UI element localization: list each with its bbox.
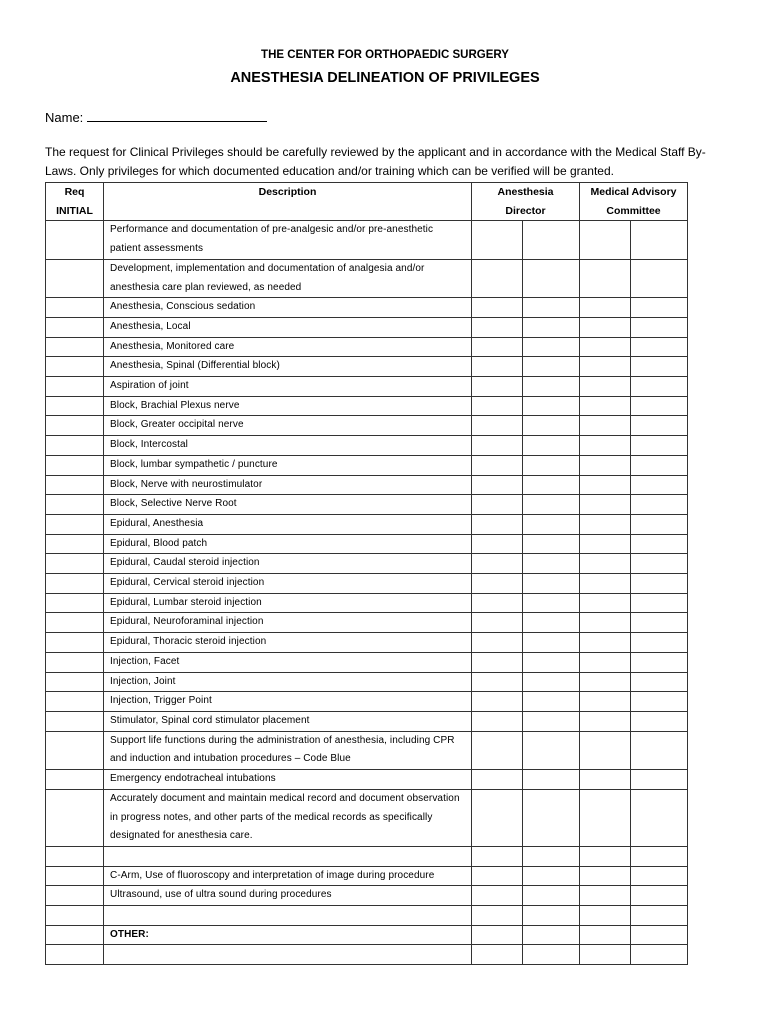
committee-deny-cell[interactable] — [631, 652, 688, 672]
description-cell: Epidural, Cervical steroid injection — [104, 574, 472, 594]
table-row — [46, 357, 688, 377]
committee-approve-cell[interactable] — [580, 221, 631, 259]
req-initial-cell[interactable] — [46, 574, 104, 594]
req-initial-cell[interactable] — [46, 475, 104, 495]
anesthesia-approve-cell[interactable] — [472, 357, 523, 377]
table-row — [46, 436, 688, 456]
req-initial-cell[interactable] — [46, 495, 104, 515]
anesthesia-deny-cell[interactable] — [523, 221, 580, 259]
description-cell — [104, 945, 472, 965]
anesthesia-approve-cell[interactable] — [472, 906, 523, 926]
table-row — [46, 259, 688, 297]
anesthesia-deny-cell[interactable] — [523, 259, 580, 297]
req-initial-cell[interactable] — [46, 593, 104, 613]
committee-deny-cell[interactable] — [631, 534, 688, 554]
req-initial-cell[interactable] — [46, 770, 104, 790]
req-initial-cell[interactable] — [46, 866, 104, 886]
anesthesia-deny-cell[interactable] — [523, 886, 580, 906]
committee-deny-cell[interactable] — [631, 906, 688, 926]
mac-header-line2: Committee — [606, 204, 661, 217]
description-cell: Injection, Facet — [104, 652, 472, 672]
anesthesia-deny-cell[interactable] — [523, 534, 580, 554]
committee-approve-cell[interactable] — [580, 925, 631, 945]
anesthesia-deny-cell[interactable] — [523, 925, 580, 945]
anesthesia-approve-cell[interactable] — [472, 593, 523, 613]
committee-deny-cell[interactable] — [631, 886, 688, 906]
committee-deny-cell[interactable] — [631, 495, 688, 515]
anesthesia-deny-cell[interactable] — [523, 554, 580, 574]
req-initial-cell[interactable] — [46, 945, 104, 965]
req-initial-cell[interactable] — [46, 337, 104, 357]
description-cell: Accurately document and maintain medical record and document observation in progress notes, and other parts of the medical records as specifically designated for anesthesia care. — [104, 789, 472, 846]
req-initial-cell[interactable] — [46, 514, 104, 534]
anesthesia-approve-cell[interactable] — [472, 221, 523, 259]
table-row — [46, 925, 688, 945]
committee-approve-cell[interactable] — [580, 495, 631, 515]
req-initial-cell[interactable] — [46, 613, 104, 633]
committee-approve-cell[interactable] — [580, 846, 631, 866]
table-row — [46, 633, 688, 653]
committee-approve-cell[interactable] — [580, 416, 631, 436]
anesthesia-deny-cell[interactable] — [523, 574, 580, 594]
description-cell: Epidural, Thoracic steroid injection — [104, 633, 472, 653]
anesthesia-approve-cell[interactable] — [472, 770, 523, 790]
mac-header-line1: Medical Advisory — [590, 186, 677, 198]
table-row — [46, 298, 688, 318]
description-cell: Injection, Joint — [104, 672, 472, 692]
description-cell: Emergency endotracheal intubations — [104, 770, 472, 790]
committee-deny-cell[interactable] — [631, 731, 688, 769]
anesthesia-deny-cell[interactable] — [523, 514, 580, 534]
name-label: Name: — [45, 110, 84, 125]
anesthesia-approve-cell[interactable] — [472, 692, 523, 712]
anesthesia-approve-cell[interactable] — [472, 436, 523, 456]
table-row — [46, 846, 688, 866]
req-initial-cell[interactable] — [46, 906, 104, 926]
committee-approve-cell[interactable] — [580, 593, 631, 613]
committee-approve-cell[interactable] — [580, 436, 631, 456]
anesthesia-approve-cell[interactable] — [472, 886, 523, 906]
committee-deny-cell[interactable] — [631, 846, 688, 866]
committee-deny-cell[interactable] — [631, 593, 688, 613]
anesthesia-approve-cell[interactable] — [472, 534, 523, 554]
anesthesia-approve-cell[interactable] — [472, 711, 523, 731]
intro-paragraph: The request for Clinical Privileges should be carefully reviewed by the applicant and in accordance with the Medical Staff By-Laws. Only privileges for which documented education and/or training which can be verified will be granted. — [45, 145, 706, 178]
committee-deny-cell[interactable] — [631, 633, 688, 653]
description-cell: Aspiration of joint — [104, 377, 472, 397]
description-cell: Ultrasound, use of ultra sound during procedures — [104, 886, 472, 906]
req-initial-cell[interactable] — [46, 534, 104, 554]
anesthesia-deny-cell[interactable] — [523, 416, 580, 436]
anesthesia-deny-cell[interactable] — [523, 593, 580, 613]
req-initial-cell[interactable] — [46, 633, 104, 653]
table-row — [46, 711, 688, 731]
description-cell: Anesthesia, Monitored care — [104, 337, 472, 357]
committee-deny-cell[interactable] — [631, 436, 688, 456]
table-row — [46, 692, 688, 712]
committee-deny-cell[interactable] — [631, 613, 688, 633]
description-cell: Block, Greater occipital nerve — [104, 416, 472, 436]
description-cell: Performance and documentation of pre-analgesic and/or pre-anesthetic patient assessments — [104, 221, 472, 259]
anesthesia-deny-cell[interactable] — [523, 672, 580, 692]
committee-approve-cell[interactable] — [580, 613, 631, 633]
committee-deny-cell[interactable] — [631, 221, 688, 259]
anesthesia-approve-cell[interactable] — [472, 475, 523, 495]
anesthesia-approve-cell[interactable] — [472, 633, 523, 653]
anesthesia-approve-cell[interactable] — [472, 298, 523, 318]
committee-deny-cell[interactable] — [631, 672, 688, 692]
req-initial-cell[interactable] — [46, 377, 104, 397]
committee-deny-cell[interactable] — [631, 396, 688, 416]
req-initial-cell[interactable] — [46, 455, 104, 475]
req-initial-cell[interactable] — [46, 436, 104, 456]
req-initial-cell[interactable] — [46, 221, 104, 259]
committee-approve-cell[interactable] — [580, 886, 631, 906]
anesthesia-approve-cell[interactable] — [472, 846, 523, 866]
committee-approve-cell[interactable] — [580, 455, 631, 475]
committee-approve-cell[interactable] — [580, 317, 631, 337]
anesthesia-approve-cell[interactable] — [472, 925, 523, 945]
description-cell: Support life functions during the administration of anesthesia, including CPR and induction and intubation procedures – Code Blue — [104, 731, 472, 769]
anesthesia-approve-cell[interactable] — [472, 574, 523, 594]
description-cell: Anesthesia, Conscious sedation — [104, 298, 472, 318]
req-header-line2: INITIAL — [56, 204, 93, 217]
table-row — [46, 770, 688, 790]
description-cell — [104, 906, 472, 926]
table-row — [46, 221, 688, 259]
anesthesia-approve-cell[interactable] — [472, 652, 523, 672]
req-initial-cell[interactable] — [46, 416, 104, 436]
anesthesia-deny-cell[interactable] — [523, 455, 580, 475]
committee-deny-cell[interactable] — [631, 317, 688, 337]
req-initial-cell[interactable] — [46, 672, 104, 692]
committee-approve-cell[interactable] — [580, 554, 631, 574]
description-header: Description — [104, 183, 472, 221]
table-row — [46, 866, 688, 886]
committee-deny-cell[interactable] — [631, 416, 688, 436]
page-title: ANESTHESIA DELINEATION OF PRIVILEGES — [230, 70, 540, 86]
anesthesia-deny-cell[interactable] — [523, 317, 580, 337]
description-cell: Block, lumbar sympathetic / puncture — [104, 455, 472, 475]
table-row — [46, 731, 688, 769]
committee-approve-cell[interactable] — [580, 652, 631, 672]
anesthesia-deny-cell[interactable] — [523, 633, 580, 653]
committee-approve-cell[interactable] — [580, 337, 631, 357]
committee-deny-cell[interactable] — [631, 514, 688, 534]
req-initial-cell[interactable] — [46, 692, 104, 712]
committee-deny-cell[interactable] — [631, 574, 688, 594]
committee-deny-cell[interactable] — [631, 692, 688, 712]
anesthesia-deny-cell[interactable] — [523, 711, 580, 731]
req-initial-cell[interactable] — [46, 298, 104, 318]
committee-deny-cell[interactable] — [631, 357, 688, 377]
committee-approve-cell[interactable] — [580, 514, 631, 534]
description-cell: Injection, Trigger Point — [104, 692, 472, 712]
description-cell: Epidural, Caudal steroid injection — [104, 554, 472, 574]
anesthesia-approve-cell[interactable] — [472, 377, 523, 397]
description-cell: Anesthesia, Spinal (Differential block) — [104, 357, 472, 377]
description-cell — [104, 846, 472, 866]
anesthesia-deny-cell[interactable] — [523, 298, 580, 318]
anesthesia-approve-cell[interactable] — [472, 613, 523, 633]
committee-approve-cell[interactable] — [580, 692, 631, 712]
description-cell: Epidural, Lumbar steroid injection — [104, 593, 472, 613]
anesthesia-approve-cell[interactable] — [472, 866, 523, 886]
anesthesia-deny-cell[interactable] — [523, 866, 580, 886]
anesthesia-director-header — [472, 183, 580, 221]
anesthesia-deny-cell[interactable] — [523, 945, 580, 965]
table-row — [46, 613, 688, 633]
committee-deny-cell[interactable] — [631, 554, 688, 574]
anesthesia-deny-cell[interactable] — [523, 377, 580, 397]
table-row — [46, 534, 688, 554]
description-cell: Block, Brachial Plexus nerve — [104, 396, 472, 416]
req-header-line1: Req — [64, 186, 85, 198]
committee-approve-cell[interactable] — [580, 906, 631, 926]
anesthesia-approve-cell[interactable] — [472, 396, 523, 416]
anesthesia-deny-cell[interactable] — [523, 613, 580, 633]
anesthesia-header-line1: Anesthesia — [497, 186, 554, 198]
req-initial-cell[interactable] — [46, 846, 104, 866]
anesthesia-deny-cell[interactable] — [523, 731, 580, 769]
anesthesia-deny-cell[interactable] — [523, 652, 580, 672]
anesthesia-approve-cell[interactable] — [472, 554, 523, 574]
description-cell: C-Arm, Use of fluoroscopy and interpretation of image during procedure — [104, 866, 472, 886]
table-row — [46, 495, 688, 515]
committee-deny-cell[interactable] — [631, 377, 688, 397]
table-row — [46, 574, 688, 594]
committee-approve-cell[interactable] — [580, 945, 631, 965]
description-cell: Block, Selective Nerve Root — [104, 495, 472, 515]
table-row — [46, 652, 688, 672]
anesthesia-approve-cell[interactable] — [472, 731, 523, 769]
anesthesia-deny-cell[interactable] — [523, 692, 580, 712]
req-initial-cell[interactable] — [46, 396, 104, 416]
privileges-table — [45, 182, 688, 965]
table-header-row — [46, 183, 688, 221]
committee-deny-cell[interactable] — [631, 475, 688, 495]
anesthesia-deny-cell[interactable] — [523, 357, 580, 377]
anesthesia-approve-cell[interactable] — [472, 455, 523, 475]
committee-approve-cell[interactable] — [580, 298, 631, 318]
table-row — [46, 475, 688, 495]
description-cell: Stimulator, Spinal cord stimulator placement — [104, 711, 472, 731]
description-cell: Epidural, Anesthesia — [104, 514, 472, 534]
committee-deny-cell[interactable] — [631, 770, 688, 790]
req-initial-cell[interactable] — [46, 554, 104, 574]
anesthesia-approve-cell[interactable] — [472, 789, 523, 846]
table-row — [46, 416, 688, 436]
req-initial-header — [46, 183, 104, 221]
committee-approve-cell[interactable] — [580, 789, 631, 846]
medical-advisory-committee-header — [580, 183, 688, 221]
table-row — [46, 396, 688, 416]
committee-deny-cell[interactable] — [631, 337, 688, 357]
committee-deny-cell[interactable] — [631, 866, 688, 886]
description-cell: Block, Intercostal — [104, 436, 472, 456]
committee-approve-cell[interactable] — [580, 396, 631, 416]
table-row — [46, 593, 688, 613]
committee-deny-cell[interactable] — [631, 925, 688, 945]
req-initial-cell[interactable] — [46, 789, 104, 846]
committee-approve-cell[interactable] — [580, 711, 631, 731]
committee-approve-cell[interactable] — [580, 770, 631, 790]
req-initial-cell[interactable] — [46, 357, 104, 377]
anesthesia-approve-cell[interactable] — [472, 945, 523, 965]
table-row — [46, 789, 688, 846]
committee-deny-cell[interactable] — [631, 711, 688, 731]
anesthesia-approve-cell[interactable] — [472, 672, 523, 692]
committee-approve-cell[interactable] — [580, 731, 631, 769]
anesthesia-deny-cell[interactable] — [523, 789, 580, 846]
table-row — [46, 945, 688, 965]
req-initial-cell[interactable] — [46, 652, 104, 672]
anesthesia-approve-cell[interactable] — [472, 416, 523, 436]
description-cell: OTHER: — [104, 925, 472, 945]
committee-approve-cell[interactable] — [580, 259, 631, 297]
table-row — [46, 672, 688, 692]
committee-approve-cell[interactable] — [580, 475, 631, 495]
committee-deny-cell[interactable] — [631, 259, 688, 297]
table-row — [46, 886, 688, 906]
organization-name: THE CENTER FOR ORTHOPAEDIC SURGERY — [261, 49, 509, 61]
committee-approve-cell[interactable] — [580, 672, 631, 692]
description-cell: Anesthesia, Local — [104, 317, 472, 337]
anesthesia-header-line2: Director — [505, 204, 546, 217]
req-initial-cell[interactable] — [46, 925, 104, 945]
req-initial-cell[interactable] — [46, 886, 104, 906]
table-row — [46, 455, 688, 475]
committee-deny-cell[interactable] — [631, 789, 688, 846]
anesthesia-approve-cell[interactable] — [472, 495, 523, 515]
anesthesia-approve-cell[interactable] — [472, 317, 523, 337]
committee-approve-cell[interactable] — [580, 574, 631, 594]
committee-approve-cell[interactable] — [580, 633, 631, 653]
anesthesia-deny-cell[interactable] — [523, 436, 580, 456]
req-initial-cell[interactable] — [46, 317, 104, 337]
name-field-row — [45, 108, 267, 125]
req-initial-cell[interactable] — [46, 259, 104, 297]
anesthesia-deny-cell[interactable] — [523, 770, 580, 790]
table-row — [46, 906, 688, 926]
anesthesia-deny-cell[interactable] — [523, 846, 580, 866]
committee-deny-cell[interactable] — [631, 945, 688, 965]
committee-approve-cell[interactable] — [580, 377, 631, 397]
table-row — [46, 337, 688, 357]
table-row — [46, 377, 688, 397]
anesthesia-deny-cell[interactable] — [523, 475, 580, 495]
anesthesia-deny-cell[interactable] — [523, 495, 580, 515]
committee-approve-cell[interactable] — [580, 866, 631, 886]
table-row — [46, 554, 688, 574]
anesthesia-approve-cell[interactable] — [472, 514, 523, 534]
committee-approve-cell[interactable] — [580, 357, 631, 377]
description-cell: Block, Nerve with neurostimulator — [104, 475, 472, 495]
req-initial-cell[interactable] — [46, 731, 104, 769]
name-field[interactable] — [87, 108, 267, 122]
anesthesia-deny-cell[interactable] — [523, 396, 580, 416]
description-cell: Epidural, Neuroforaminal injection — [104, 613, 472, 633]
anesthesia-deny-cell[interactable] — [523, 906, 580, 926]
req-initial-cell[interactable] — [46, 711, 104, 731]
committee-deny-cell[interactable] — [631, 298, 688, 318]
committee-deny-cell[interactable] — [631, 455, 688, 475]
anesthesia-approve-cell[interactable] — [472, 259, 523, 297]
anesthesia-approve-cell[interactable] — [472, 337, 523, 357]
description-cell: Epidural, Blood patch — [104, 534, 472, 554]
table-row — [46, 317, 688, 337]
anesthesia-deny-cell[interactable] — [523, 337, 580, 357]
description-cell: Development, implementation and documentation of analgesia and/or anesthesia care plan reviewed, as needed — [104, 259, 472, 297]
committee-approve-cell[interactable] — [580, 534, 631, 554]
table-row — [46, 514, 688, 534]
